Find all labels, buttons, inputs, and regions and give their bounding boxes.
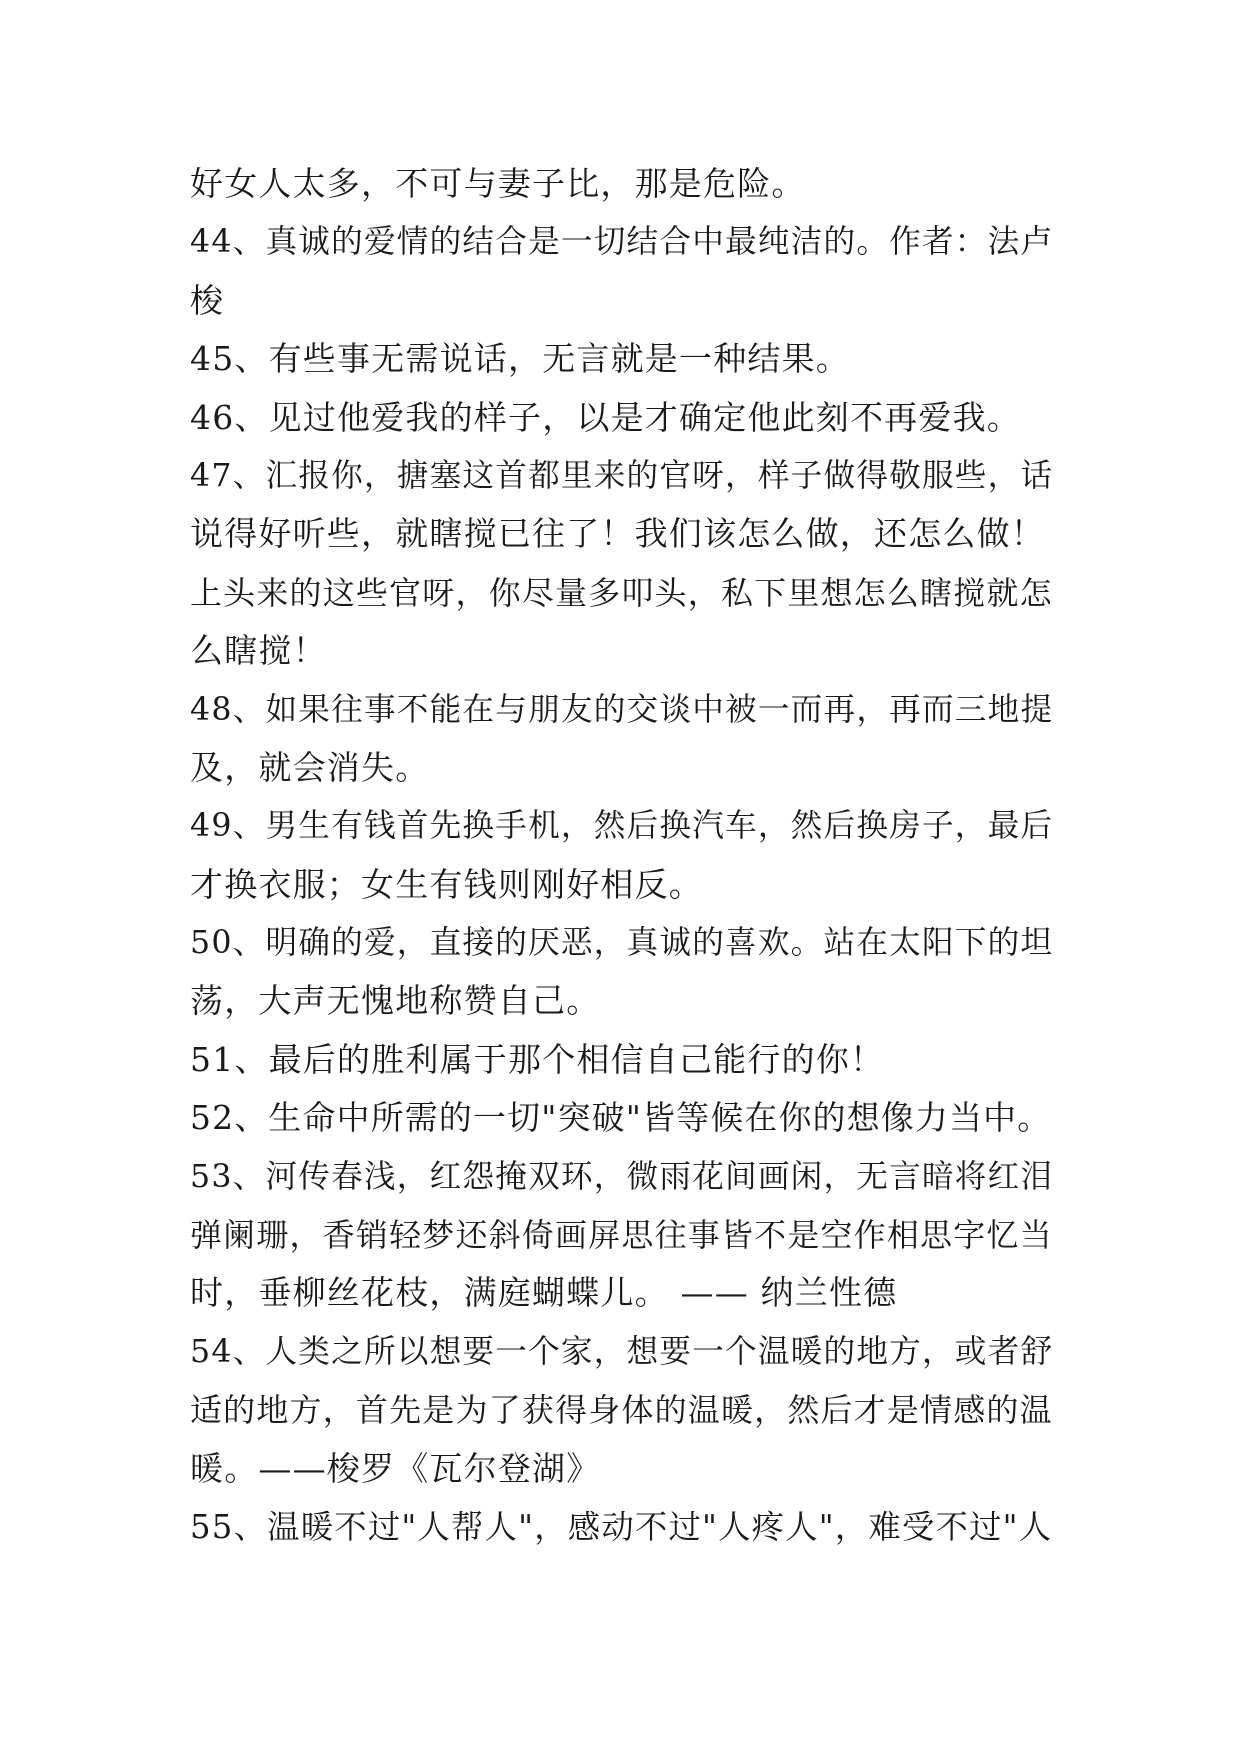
text-line: 说得好听些，就瞎搅已往了！我们该怎么做，还怎么做！ bbox=[190, 514, 1045, 554]
text-line: 53、河传春浅，红怨掩双环，微雨花间画闲，无言暗将红泪 bbox=[190, 1158, 1054, 1195]
text-line: 时，垂柳丝花枝，满庭蝴蝶儿。 —— 纳兰性德 bbox=[190, 1273, 898, 1313]
text-line: 适的地方，首先是为了获得身体的温暖，然后才是情感的温 bbox=[190, 1391, 1053, 1430]
text-line: 54、人类之所以想要一个家，想要一个温暖的地方，或者舒 bbox=[190, 1333, 1054, 1370]
document-body bbox=[190, 155, 1052, 1556]
text-line: 暖。——梭罗《瓦尔登湖》 bbox=[190, 1448, 601, 1488]
text-line: 梭 bbox=[190, 280, 225, 320]
text-line: 弹阑珊，香销轻梦还斜倚画屏思往事皆不是空作相思字忆当 bbox=[190, 1216, 1053, 1255]
text-line: 49、男生有钱首先换手机，然后换汽车，然后换房子，最后 bbox=[190, 808, 1054, 845]
text-line: 48、如果往事不能在与朋友的交谈中被一而再，再而三地提 bbox=[190, 691, 1054, 728]
text-line: 47、汇报你，搪塞这首都里来的官呀，样子做得敬服些，话 bbox=[190, 457, 1054, 494]
text-line: 52、生命中所需的一切"突破"皆等候在你的想像力当中。 bbox=[190, 1098, 1052, 1138]
text-line: 50、明确的爱，直接的厌恶，真诚的喜欢。站在太阳下的坦 bbox=[190, 925, 1054, 962]
text-line: 44、真诚的爱情的结合是一切结合中最纯洁的。作者：法卢 bbox=[190, 224, 1054, 261]
text-line: 46、见过他爱我的样子，以是才确定他此刻不再爱我。 bbox=[190, 397, 1021, 437]
text-line: 51、最后的胜利属于那个相信自己能行的你！ bbox=[190, 1039, 885, 1079]
text-line: 荡，大声无愧地称赞自己。 bbox=[190, 981, 601, 1021]
text-line: 55、温暖不过"人帮人"，感动不过"人疼人"，难受不过"人 bbox=[190, 1507, 1053, 1546]
text-line: 上头来的这些官呀，你尽量多叩头，私下里想怎么瞎搅就怎 bbox=[190, 573, 1053, 612]
text-line: 好女人太多，不可与妻子比，那是危险。 bbox=[190, 164, 806, 203]
text-line: 么瞎搅！ bbox=[190, 631, 327, 671]
text-line: 才换衣服；女生有钱则刚好相反。 bbox=[190, 864, 703, 904]
text-line: 45、有些事无需说话，无言就是一种结果。 bbox=[190, 339, 850, 379]
text-line: 及，就会消失。 bbox=[190, 747, 430, 787]
